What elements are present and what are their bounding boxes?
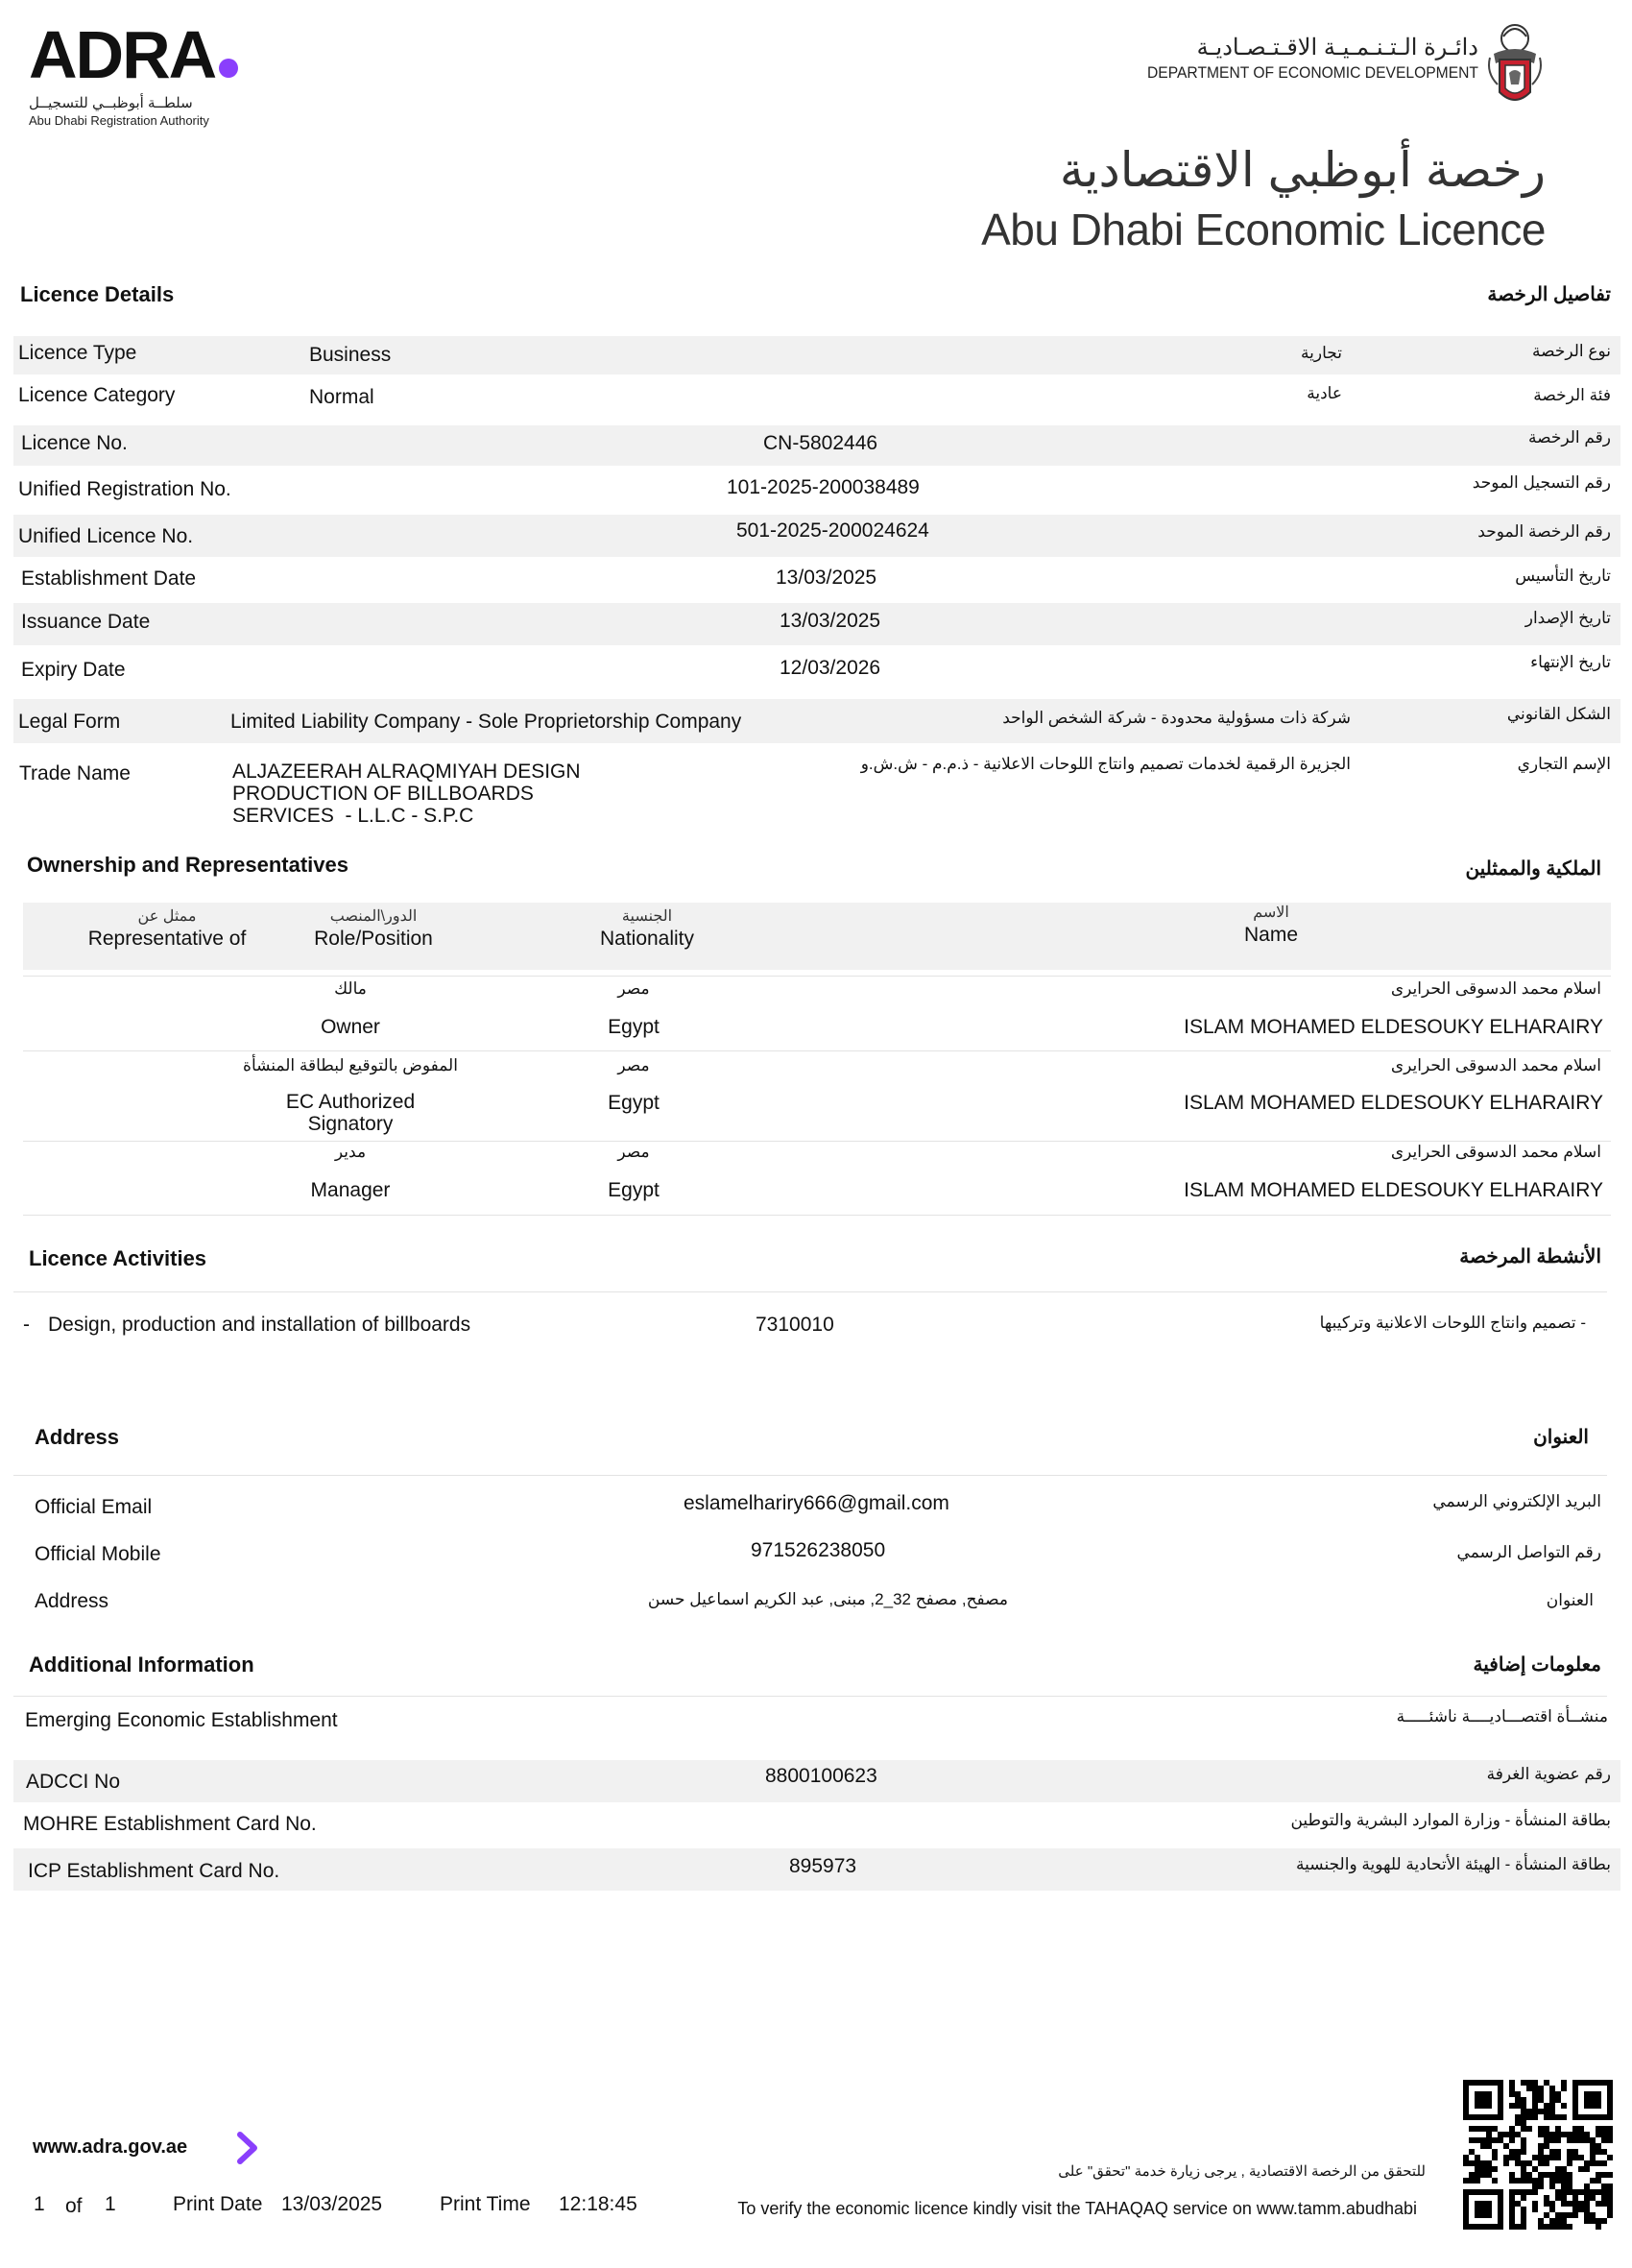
ownership-heading: Ownership and Representatives <box>27 853 348 877</box>
role-en: EC Authorized Signatory <box>285 1091 416 1135</box>
nationality-en: Egypt <box>608 1016 660 1038</box>
verify-text-ar: للتحقق من الرخصة الاقتصادية , يرجى زيارة خدمة "تحقق" على <box>1058 2163 1426 2180</box>
licence-category-label-ar: فئة الرخصة <box>1533 386 1611 404</box>
adra-name: ADRA <box>29 17 216 92</box>
nationality-ar: مصر <box>617 1056 650 1074</box>
official-mobile-label: Official Mobile <box>35 1543 161 1565</box>
section-divider <box>13 1291 1607 1292</box>
official-email-label: Official Email <box>35 1496 153 1518</box>
title-arabic: رخصة أبوظبي الاقتصادية <box>1059 143 1546 197</box>
official-email-label-ar: البريد الإلكتروني الرسمي <box>1432 1492 1601 1510</box>
adra-logo <box>29 17 238 128</box>
unified-registration-label-ar: رقم التسجيل الموحد <box>1472 473 1611 492</box>
row-divider <box>23 1141 1611 1142</box>
adcci-value: 8800100623 <box>765 1765 877 1787</box>
title-english: Abu Dhabi Economic Licence <box>981 205 1546 254</box>
ownership-heading-ar: الملكية والممثلين <box>1465 858 1601 880</box>
activity-bullet: - <box>23 1314 30 1336</box>
licence-no-value: CN-5802446 <box>763 432 878 454</box>
section-divider <box>13 1696 1607 1697</box>
section-divider <box>13 1475 1607 1476</box>
role-en: Manager <box>310 1179 391 1201</box>
mohre-label: MOHRE Establishment Card No. <box>23 1813 317 1835</box>
col-role: الدور\المنصب Role/Position <box>314 908 433 950</box>
licence-details-heading: Licence Details <box>20 282 175 306</box>
mohre-label-ar: بطاقة المنشأة - وزارة الموارد البشرية والتوطين <box>1290 1811 1611 1829</box>
icp-value: 895973 <box>789 1855 857 1877</box>
owner-name-ar: اسلام محمد الدسوقى الحرايرى <box>1390 979 1601 998</box>
licence-category-value: Normal <box>309 386 374 408</box>
activity-name-ar: - تصميم وانتاج اللوحات الاعلانية وتركيبها <box>1319 1314 1586 1332</box>
legal-form-label-ar: الشكل القانوني <box>1506 705 1611 723</box>
unified-registration-value: 101-2025-200038489 <box>727 476 920 498</box>
emerging-establishment-label: Emerging Economic Establishment <box>25 1709 338 1731</box>
page-of: of <box>65 2195 83 2217</box>
chevron-right-icon <box>235 2132 260 2164</box>
page-total: 1 <box>105 2193 116 2215</box>
trade-name-line: SERVICES - L.L.C - S.P.C <box>232 805 474 827</box>
owner-name-ar: اسلام محمد الدسوقى الحرايرى <box>1390 1056 1601 1074</box>
abu-dhabi-emblem-icon <box>1484 15 1546 111</box>
licence-category-value-ar: عادية <box>1307 384 1342 402</box>
trade-name-line: PRODUCTION OF BILLBOARDS <box>232 783 534 805</box>
legal-form-value-ar: شركة ذات مسؤولية محدودة - شركة الشخص الواحد <box>1002 709 1351 727</box>
emerging-establishment-label-ar: منشــأة اقتصـــاديــــة ناشئـــــة <box>1396 1707 1608 1725</box>
trade-name-label-ar: الإسم التجاري <box>1517 755 1611 773</box>
print-time: 12:18:45 <box>559 2193 637 2215</box>
licence-type-row <box>13 336 1620 374</box>
qr-code-icon <box>1463 2080 1613 2230</box>
icp-label: ICP Establishment Card No. <box>28 1860 280 1882</box>
expiry-date-label-ar: تاريخ الإنتهاء <box>1530 653 1611 671</box>
licence-no-label: Licence No. <box>21 432 128 454</box>
licence-no-label-ar: رقم الرخصة <box>1527 428 1611 446</box>
owner-name-ar: اسلام محمد الدسوقى الحرايرى <box>1390 1143 1601 1161</box>
official-mobile-label-ar: رقم التواصل الرسمي <box>1456 1543 1601 1561</box>
trade-name-label: Trade Name <box>19 762 131 784</box>
trade-name-value <box>232 760 581 827</box>
activities-heading-ar: الأنشطة المرخصة <box>1459 1246 1601 1267</box>
unified-licence-label: Unified Licence No. <box>18 525 194 547</box>
address-heading-ar: العنوان <box>1533 1427 1589 1448</box>
issuance-date-label-ar: تاريخ الإصدار <box>1524 609 1611 627</box>
establishment-date-value: 13/03/2025 <box>776 567 877 589</box>
verify-text-en: To verify the economic licence kindly visit the TAHAQAQ service on www.tamm.abudhabi <box>737 2199 1417 2218</box>
adcci-label-ar: رقم عضوية الغرفة <box>1486 1765 1611 1783</box>
trade-name-line: ALJAZEERAH ALRAQMIYAH DESIGN <box>232 760 581 783</box>
additional-info-heading: Additional Information <box>29 1653 254 1677</box>
print-time-label: Print Time <box>440 2193 531 2215</box>
additional-info-heading-ar: معلومات إضافية <box>1473 1654 1601 1676</box>
licence-category-label: Licence Category <box>18 384 176 406</box>
nationality-ar: مصر <box>617 1143 650 1161</box>
nationality-en: Egypt <box>608 1179 660 1201</box>
official-email-value: eslamelhariry666@gmail.com <box>684 1492 949 1514</box>
licence-type-label-ar: نوع الرخصة <box>1531 342 1611 360</box>
adcci-label: ADCCI No <box>26 1771 121 1793</box>
website-link[interactable]: www.adra.gov.ae <box>33 2136 188 2158</box>
row-divider <box>23 1215 1611 1216</box>
legal-form-label: Legal Form <box>18 711 121 733</box>
role-ar: المفوض بالتوقيع لبطاقة المنشأة <box>243 1056 458 1074</box>
activity-code: 7310010 <box>756 1314 834 1336</box>
trade-name-value-ar: الجزيرة الرقمية لخدمات تصميم وانتاج اللوحات الاعلانية - ذ.م.م - ش.ش.و <box>860 755 1351 773</box>
adra-dot-icon <box>219 59 238 78</box>
col-representative: ممثل عن Representative of <box>87 908 247 950</box>
establishment-date-label-ar: تاريخ التأسيس <box>1515 567 1611 585</box>
adra-arabic-name: سلطــة أبوظبــي للتسجيــل <box>29 95 193 111</box>
print-date: 13/03/2025 <box>281 2193 383 2215</box>
row-divider <box>23 976 1611 977</box>
ded-arabic-name: دائـرة الـتـنـمـيـة الاقـتـصـاديـة <box>1196 35 1478 60</box>
nationality-en: Egypt <box>608 1092 660 1114</box>
establishment-date-label: Establishment Date <box>21 567 197 590</box>
icp-label-ar: بطاقة المنشأة - الهيئة الأتحادية للهوية والجنسية <box>1296 1855 1611 1873</box>
row-divider <box>23 1050 1611 1051</box>
licence-type-value: Business <box>309 344 392 366</box>
issuance-date-label: Issuance Date <box>21 611 151 633</box>
page-current: 1 <box>34 2193 45 2215</box>
owner-name-en: ISLAM MOHAMED ELDESOUKY ELHARAIRY <box>1184 1016 1603 1038</box>
licence-type-value-ar: تجارية <box>1301 344 1342 362</box>
address-heading: Address <box>35 1425 120 1449</box>
ded-logo-text <box>1118 34 1478 83</box>
role-ar: مالك <box>334 979 367 998</box>
address-value: مصفح, مصفح 32_2, مبنى, عبد الكريم اسماعيل حسن <box>647 1590 1008 1608</box>
activities-heading: Licence Activities <box>29 1246 207 1270</box>
unified-licence-label-ar: رقم الرخصة الموحد <box>1477 522 1611 541</box>
adra-english-name: Abu Dhabi Registration Authority <box>29 113 209 128</box>
activity-name-en: Design, production and installation of billboards <box>48 1314 471 1336</box>
nationality-ar: مصر <box>617 979 650 998</box>
owner-name-en: ISLAM MOHAMED ELDESOUKY ELHARAIRY <box>1184 1092 1603 1114</box>
owner-name-en: ISLAM MOHAMED ELDESOUKY ELHARAIRY <box>1184 1179 1603 1201</box>
issuance-date-value: 13/03/2025 <box>780 610 881 632</box>
unified-registration-label: Unified Registration No. <box>18 478 231 500</box>
unified-licence-value: 501-2025-200024624 <box>736 519 929 542</box>
licence-details-heading-ar: تفاصيل الرخصة <box>1487 284 1611 305</box>
ded-english-name: DEPARTMENT OF ECONOMIC DEVELOPMENT <box>1147 63 1478 82</box>
ownership-table-header <box>23 903 1611 970</box>
col-nationality: الجنسية Nationality <box>599 908 695 950</box>
address-label: Address <box>35 1590 109 1612</box>
role-ar: مدير <box>334 1143 367 1161</box>
expiry-date-value: 12/03/2026 <box>780 657 881 679</box>
address-label-ar: العنوان <box>1546 1591 1594 1609</box>
role-en: Owner <box>321 1016 380 1038</box>
licence-type-label: Licence Type <box>18 342 137 364</box>
print-date-label: Print Date <box>173 2193 263 2215</box>
official-mobile-value: 971526238050 <box>751 1539 886 1561</box>
expiry-date-label: Expiry Date <box>21 659 126 681</box>
col-name: الاسم Name <box>1243 905 1299 946</box>
legal-form-value: Limited Liability Company - Sole Proprietorship Company <box>230 711 742 733</box>
